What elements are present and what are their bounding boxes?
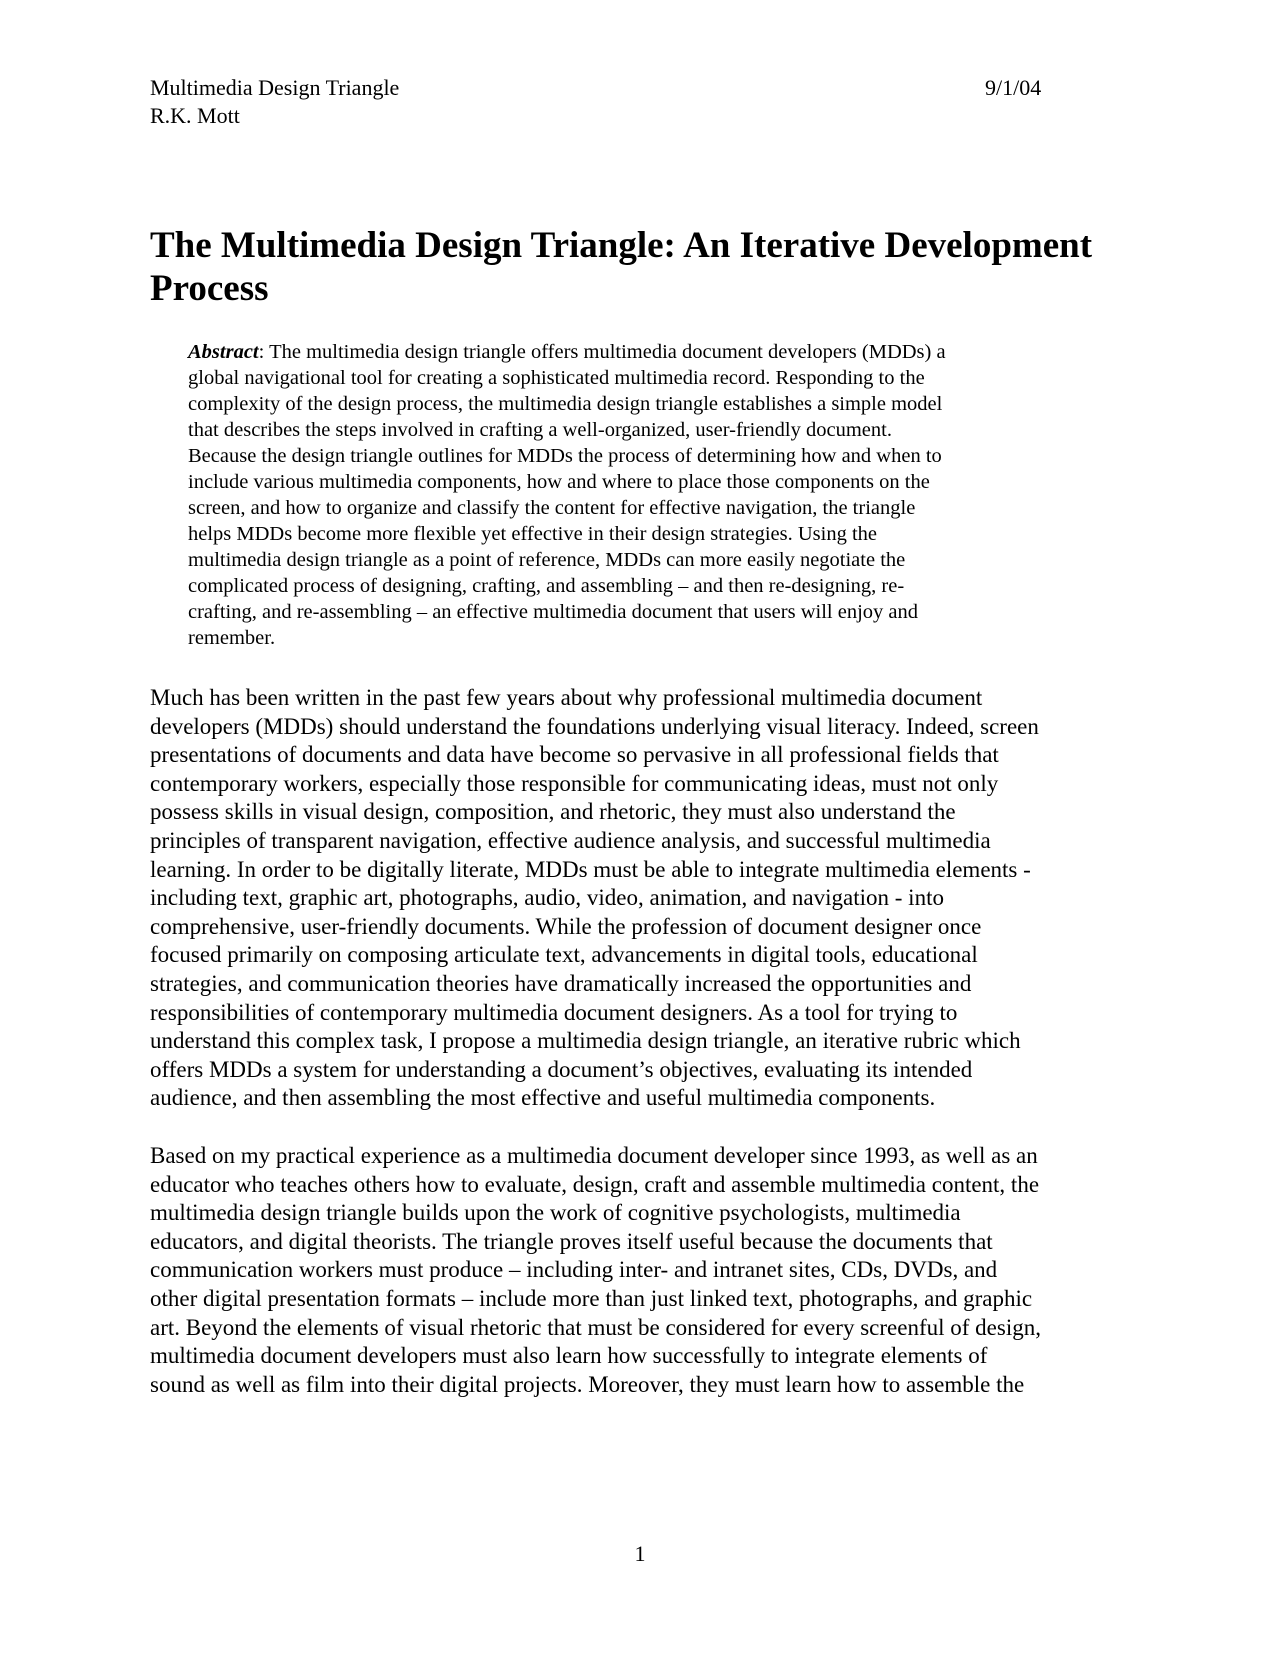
paragraph-line: art. Beyond the elements of visual rhetoric that must be considered for every screenful of design, [150,1314,1041,1340]
header-author: R.K. Mott [150,103,240,128]
abstract-line: helps MDDs become more flexible yet effective in their design strategies. Using the [188,523,878,545]
paragraph-line: Much has been written in the past few years about why professional multimedia document [150,685,983,710]
paragraph-line: understand this complex task, I propose a multimedia design triangle, an iterative rubric which [150,1028,1021,1054]
abstract-line-text: : The multimedia design triangle offers multimedia document developers (MDDs) a [258,341,946,363]
paragraph-line: presentations of documents and data have become so pervasive in all professional fields that [150,742,999,768]
abstract-line: global navigational tool for creating a sophisticated multimedia record. Responding to the [188,367,925,389]
abstract-line: include various multimedia components, how and where to place those components on the [188,471,930,493]
abstract-line: Because the design triangle outlines for MDDs the process of determining how and when to [188,445,942,467]
paragraph-line: responsibilities of contemporary multimedia document designers. As a tool for trying to [150,999,958,1025]
paragraph-line: principles of transparent navigation, effective audience analysis, and successful multimedia [150,827,991,853]
paragraph-line: focused primarily on composing articulate text, advancements in digital tools, educational [150,942,978,968]
paragraph-line: audience, and then assembling the most effective and useful multimedia components. [150,1085,936,1111]
paragraph-line: educator who teaches others how to evaluate, design, craft and assemble multimedia content, the [150,1171,1040,1197]
abstract-label: Abstract [188,341,259,363]
document-title: The Multimedia Design Triangle: An Iterative Development Process [150,225,1093,309]
paragraph-line: possess skills in visual design, composition, and rhetoric, they must also understand the [150,799,956,825]
header-short-title: Multimedia Design Triangle [150,75,400,100]
paragraph-line: comprehensive, user-friendly documents. While the profession of document designer once [150,913,982,939]
abstract-line: that describes the steps involved in crafting a well-organized, user-friendly document. [188,419,892,441]
abstract-line [188,339,1068,365]
abstract [188,339,1068,651]
abstract-line: screen, and how to organize and classify the content for effective navigation, the triangle [188,497,916,519]
paragraph-line: communication workers must produce – including inter- and intranet sites, CDs, DVDs, and [150,1257,998,1283]
paragraph-line: strategies, and communication theories have dramatically increased the opportunities and [150,970,972,996]
running-header [150,74,399,130]
paragraph-line: developers (MDDs) should understand the foundations underlying visual literacy. Indeed, screen [150,713,1039,739]
abstract-line: remember. [188,627,276,649]
page-number: 1 [634,1541,646,1566]
abstract-line: complicated process of designing, crafting, and assembling – and then re-designing, re- [188,575,905,597]
paragraph-line: offers MDDs a system for understanding a document’s objectives, evaluating its intended [150,1056,973,1082]
paragraph-line: educators, and digital theorists. The triangle proves itself useful because the documents that [150,1228,993,1254]
abstract-line: crafting, and re-assembling – an effective multimedia document that users will enjoy and [188,601,918,623]
abstract-line: multimedia design triangle as a point of reference, MDDs can more easily negotiate the [188,549,906,571]
abstract-line: complexity of the design process, the multimedia design triangle establishes a simple model [188,393,943,415]
header-date: 9/1/04 [985,75,1042,100]
paragraph-line: including text, graphic art, photographs, audio, video, animation, and navigation - into [150,885,944,911]
paragraph-line: sound as well as film into their digital projects. Moreover, they must learn how to assemble the [150,1371,1025,1397]
body-paragraph-1 [150,684,1132,1113]
paragraph-line: contemporary workers, especially those responsible for communicating ideas, must not only [150,770,999,796]
paragraph-line: learning. In order to be digitally literate, MDDs must be able to integrate multimedia elements - [150,856,1031,882]
paragraph-line: multimedia design triangle builds upon the work of cognitive psychologists, multimedia [150,1200,961,1226]
paragraph-line: other digital presentation formats – include more than just linked text, photographs, and graphic [150,1285,1033,1311]
paragraph-line: Based on my practical experience as a multimedia document developer since 1993, as well as an [150,1143,1038,1168]
body-paragraph-2 [150,1142,1132,1399]
paragraph-line: multimedia document developers must also learn how successfully to integrate elements of [150,1343,988,1369]
